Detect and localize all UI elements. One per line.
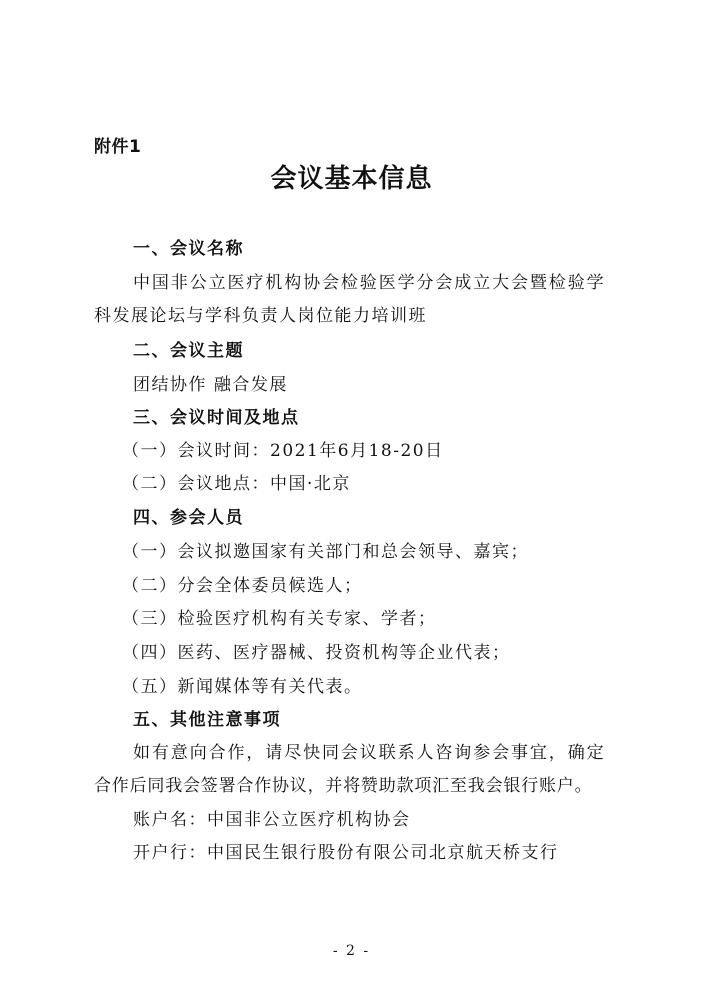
document-title: 会议基本信息 [270,164,433,194]
attachment-label: 附件1 [94,137,142,157]
section-theme-text: 团结协作 融合发展 [133,375,288,395]
meeting-time: （一）会议时间：2021年6月18-20日 [122,441,444,461]
section-name-text-line1: 中国非公立医疗机构协会检验医学分会成立大会暨检验学 [133,273,606,293]
section-heading-time-place: 三、会议时间及地点 [133,408,300,428]
section-heading-theme: 二、会议主题 [133,341,244,361]
section-name-text-line2: 科发展论坛与学科负责人岗位能力培训班 [94,306,427,326]
section-heading-name: 一、会议名称 [133,239,244,259]
account-name: 账户名：中国非公立医疗机构协会 [133,810,411,830]
section-other-text-line1: 如有意向合作，请尽快同会议联系人咨询参会事宜，确定 [133,743,606,763]
attendee-item: （二）分会全体委员候选人； [122,576,363,596]
meeting-place: （二）会议地点：中国·北京 [122,474,351,494]
attendee-item: （一）会议拟邀国家有关部门和总会领导、嘉宾； [122,542,529,562]
section-heading-other: 五、其他注意事项 [133,710,281,730]
section-other-text-line2: 合作后同我会签署合作协议，并将赞助款项汇至我会银行账户。 [94,776,593,796]
page-number: - 2 - [332,943,371,959]
attendee-item: （四）医药、医疗器械、投资机构等企业代表； [122,643,511,663]
bank-name: 开户行：中国民生银行股份有限公司北京航天桥支行 [133,843,559,863]
section-heading-attendees: 四、参会人员 [133,508,244,528]
attendee-item: （五）新闻媒体等有关代表。 [122,677,363,697]
attendee-item: （三）检验医疗机构有关专家、学者； [122,609,437,629]
